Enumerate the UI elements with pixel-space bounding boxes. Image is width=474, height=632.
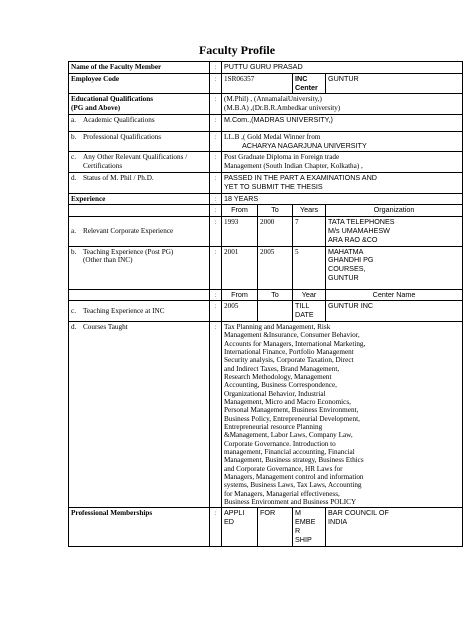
colon: : bbox=[210, 301, 222, 322]
other-qualification-label bbox=[69, 152, 210, 173]
colon: : bbox=[210, 193, 222, 205]
course-line: Management, Business strategy, Business Ethics bbox=[224, 456, 364, 465]
corporate-to: 2000 bbox=[258, 217, 293, 246]
item-letter: a. bbox=[71, 115, 76, 124]
education-label-line2: (PG and Above) bbox=[71, 104, 121, 113]
corporate-experience-row bbox=[69, 217, 463, 246]
colon: : bbox=[210, 152, 222, 173]
membership-body-line1: BAR COUNCIL OF bbox=[328, 508, 389, 518]
experience-value: 18 YEARS bbox=[222, 193, 463, 205]
teaching-pg-label-line2: (Other than INC) bbox=[83, 256, 133, 265]
inc-to-header: To bbox=[258, 289, 293, 301]
phd-status-line1: PASSED IN THE PART A EXAMINATIONS AND bbox=[224, 173, 377, 183]
teaching-inc-to bbox=[258, 301, 293, 322]
teaching-inc-row bbox=[69, 301, 463, 322]
phd-status-label bbox=[69, 173, 210, 194]
page-title: Faculty Profile bbox=[198, 43, 276, 57]
colon: : bbox=[210, 289, 222, 301]
course-line: and Corporate Governance, HR Laws for bbox=[224, 464, 343, 473]
teaching-pg-label-line1: Teaching Experience (Post PG) bbox=[83, 247, 174, 256]
course-line: Management &Insurance, Consumer Behavior, bbox=[224, 331, 360, 340]
professional-qualification-value bbox=[222, 131, 463, 152]
inc-center-value: GUNTUR bbox=[326, 73, 463, 94]
phd-status-label-text: Status of M. Phil / Ph.D. bbox=[83, 174, 154, 183]
professional-qualification-line1: LL.B ,( Gold Medal Winner from bbox=[224, 132, 321, 141]
years-header: Years bbox=[293, 205, 326, 217]
empty-cell bbox=[69, 289, 210, 301]
organization-header: Organization bbox=[326, 205, 463, 217]
course-line: &Management, Labor Laws, Company Law, bbox=[224, 431, 353, 440]
course-line: International Finance, Portfolio Management bbox=[224, 347, 354, 356]
teaching-inc-label bbox=[69, 301, 210, 322]
colon: : bbox=[210, 173, 222, 194]
course-line: Corporate Governance. Introduction to bbox=[224, 439, 336, 448]
membership-applied bbox=[222, 508, 258, 546]
inc-year-header: Year bbox=[293, 289, 326, 301]
teaching-pg-org-line3: COURSES, bbox=[328, 264, 366, 274]
course-line: Entrepreneurial resource Planning bbox=[224, 422, 323, 431]
membership-body-line2: INDIA bbox=[328, 517, 348, 527]
colon: : bbox=[210, 73, 222, 94]
course-line: Organizational Behavior, Industrial bbox=[224, 389, 326, 398]
corporate-org-line2: M/s UMAMAHESW bbox=[328, 225, 390, 235]
membership-member-line1: M bbox=[295, 508, 301, 518]
education-row bbox=[69, 94, 463, 115]
courses-label bbox=[69, 321, 210, 508]
education-line1: (M.Phil) , (AnnamalaiUniversity,) bbox=[224, 95, 322, 104]
colon: : bbox=[210, 321, 222, 508]
phd-status-value bbox=[222, 173, 463, 194]
education-value bbox=[222, 94, 463, 115]
item-letter: d. bbox=[71, 174, 77, 183]
corporate-org-line1: TATA TELEPHONES bbox=[328, 217, 395, 227]
course-line: systems, Business Laws, Tax Laws, Accounting bbox=[224, 481, 362, 490]
courses-row bbox=[69, 321, 463, 508]
phd-status-row bbox=[69, 173, 463, 194]
employee-code-label: Employee Code bbox=[69, 73, 210, 94]
teaching-pg-org-line4: GUNTUR bbox=[328, 272, 359, 282]
corporate-experience-label-text: Relevant Corporate Experience bbox=[83, 226, 174, 235]
course-line: and Indirect Taxes, Brand Management, bbox=[224, 364, 340, 373]
academic-row bbox=[69, 114, 463, 131]
inc-center-header: Center Name bbox=[326, 289, 463, 301]
colon: : bbox=[210, 94, 222, 115]
academic-label-text: Academic Qualifications bbox=[83, 115, 155, 124]
inc-center-label: INC Center bbox=[293, 73, 326, 94]
other-qualification-row bbox=[69, 152, 463, 173]
course-line: Accounts for Managers, International Marketing, bbox=[224, 339, 366, 348]
teaching-inc-year-line1: TILL bbox=[295, 301, 310, 311]
teaching-pg-org-line2: GHANDHI PG bbox=[328, 255, 374, 265]
item-letter: a. bbox=[71, 226, 76, 235]
memberships-label: Professional Memberships bbox=[69, 508, 210, 546]
name-row bbox=[69, 62, 463, 74]
membership-applied-line2: ED bbox=[224, 517, 234, 527]
courses-label-text: Courses Taught bbox=[83, 322, 128, 331]
course-line: Managers, Management control and information bbox=[224, 473, 364, 482]
professional-qualification-line2: ACHARYA NAGARJUNA UNIVERSITY bbox=[242, 140, 367, 150]
teaching-inc-year bbox=[293, 301, 326, 322]
corporate-years: 7 bbox=[293, 217, 326, 246]
experience-header-row bbox=[69, 205, 463, 217]
other-qualification-label-text: Any Other Relevant Qualifications / Certifications bbox=[83, 153, 188, 171]
teaching-pg-from: 2001 bbox=[222, 246, 258, 289]
empty-cell bbox=[69, 205, 210, 217]
course-line: for Managers, Managerial effectiveness, bbox=[224, 489, 340, 498]
course-line: Tax Planning and Management, Risk bbox=[224, 322, 331, 331]
teaching-inc-from: 2005 bbox=[222, 301, 258, 322]
academic-value: M.Com.,(MADRAS UNIVERSITY,) bbox=[222, 114, 463, 131]
course-line: Accounting, Business Correspondence, bbox=[224, 381, 337, 390]
membership-body bbox=[326, 508, 463, 546]
item-letter: c. bbox=[71, 306, 76, 315]
membership-for: FOR bbox=[258, 508, 293, 546]
teaching-pg-row bbox=[69, 246, 463, 289]
teaching-pg-years: 5 bbox=[293, 246, 326, 289]
item-letter: d. bbox=[71, 322, 77, 331]
name-label: Name of the Faculty Member bbox=[69, 62, 210, 74]
other-qualification-line1: Post Graduate Diploma in Foreign trade bbox=[224, 153, 340, 162]
education-line2: (M.B.A) ,(Dr.B.R.Ambedkar university) bbox=[224, 104, 341, 113]
corporate-experience-label bbox=[69, 217, 210, 246]
colon: : bbox=[210, 131, 222, 152]
item-letter: b. bbox=[71, 132, 77, 141]
experience-label: Experience bbox=[69, 193, 210, 205]
teaching-pg-organization bbox=[326, 246, 463, 289]
teaching-pg-org-line1: MAHATMA bbox=[328, 246, 364, 256]
course-line: Management, Micro and Macro Economics, bbox=[224, 397, 351, 406]
corporate-organization bbox=[326, 217, 463, 246]
professional-qualification-label-text: Professional Qualifications bbox=[83, 132, 162, 141]
professional-qualification-row bbox=[69, 131, 463, 152]
teaching-inc-year-line2: DATE bbox=[295, 310, 314, 320]
from-header: From bbox=[222, 205, 258, 217]
employee-code-value: 1SR06357 bbox=[222, 73, 293, 94]
course-line: Research Methodology, Management bbox=[224, 372, 332, 381]
employee-row bbox=[69, 73, 463, 94]
colon: : bbox=[210, 62, 222, 74]
phd-status-line2: YET TO SUBMIT THE THESIS bbox=[224, 181, 323, 191]
membership-member bbox=[293, 508, 326, 546]
item-letter: c. bbox=[71, 153, 76, 162]
to-header: To bbox=[258, 205, 293, 217]
name-value: PUTTU GURU PRASAD bbox=[222, 62, 463, 74]
teaching-inc-center: GUNTUR INC bbox=[326, 301, 463, 322]
colon: : bbox=[210, 217, 222, 246]
colon: : bbox=[210, 246, 222, 289]
courses-list bbox=[222, 321, 463, 508]
teaching-pg-to: 2005 bbox=[258, 246, 293, 289]
profile-table bbox=[68, 61, 463, 547]
other-qualification-value bbox=[222, 152, 463, 173]
membership-member-line3: R bbox=[295, 525, 301, 535]
other-qualification-line2: Management (South Indian Chapter, Kolkatha) , bbox=[224, 162, 363, 171]
teaching-inc-label-text: Teaching Experience at INC bbox=[83, 306, 165, 315]
academic-label bbox=[69, 114, 210, 131]
professional-qualification-label bbox=[69, 131, 210, 152]
course-line: Personal Management, Business Environment, bbox=[224, 406, 359, 415]
experience-row bbox=[69, 193, 463, 205]
course-line: Security analysis, Corporate Taxation, Direct bbox=[224, 356, 354, 365]
membership-member-line2: EMBE bbox=[295, 517, 316, 527]
course-line: Business Policy, Entrepreneurial Development, bbox=[224, 414, 360, 423]
inc-from-header: From bbox=[222, 289, 258, 301]
memberships-row bbox=[69, 508, 463, 546]
colon: : bbox=[210, 205, 222, 217]
teaching-pg-label bbox=[69, 246, 210, 289]
membership-member-line4: SHIP bbox=[295, 534, 312, 544]
inc-header-row bbox=[69, 289, 463, 301]
corporate-from: 1993 bbox=[222, 217, 258, 246]
corporate-org-line3: ARA RAO &CO bbox=[328, 234, 378, 244]
education-label bbox=[69, 94, 210, 115]
course-line: Business Environment and Business POLICY bbox=[224, 498, 357, 507]
colon: : bbox=[210, 508, 222, 546]
membership-applied-line1: APPLI bbox=[224, 508, 245, 518]
education-label-line1: Educational Qualifications bbox=[71, 95, 154, 104]
colon: : bbox=[210, 114, 222, 131]
item-letter: b. bbox=[71, 247, 77, 256]
course-line: management, Financial accounting, Financial bbox=[224, 448, 355, 456]
